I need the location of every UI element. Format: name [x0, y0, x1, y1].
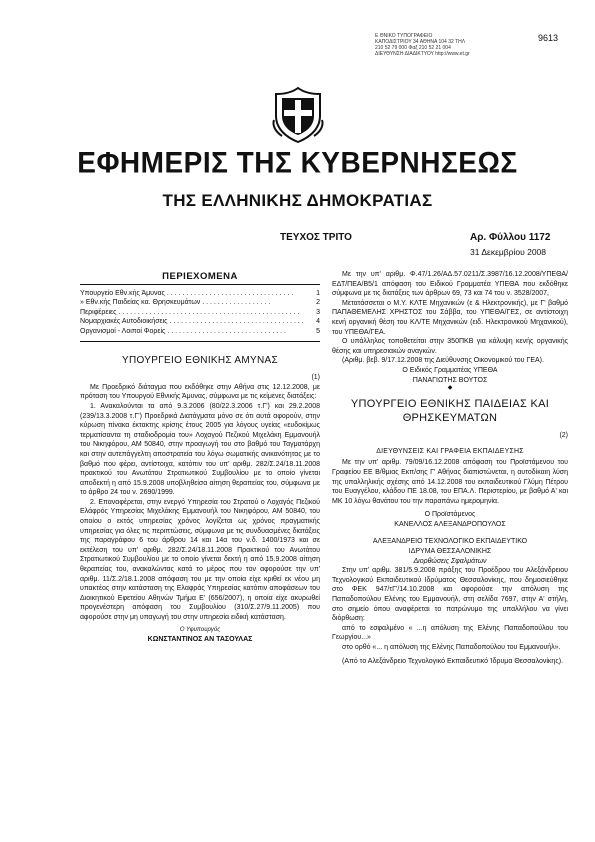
correction-to: στο ορθό «... η απόλυση της Ελένης Παπαδοπούλου του Εμμανουήλ». — [342, 644, 561, 651]
reference-paragraph: (Αριθμ. βεβ. 9/17.12.2008 της Διεύθυνσης Οικονομικού του ΓΕΑ). — [342, 357, 544, 365]
toc-row: Οργανισμοί - Λοιποί Φορείς . . . . . . . . . . . . . . . . . . . . . . . . . . . . . . . 5 — [80, 327, 320, 335]
toc-row-page: 2 — [316, 299, 320, 307]
issue-type: ΤΕΥΧΟΣ ΤΡΙΤΟ — [280, 232, 352, 243]
toc-heading: ΠΕΡΙΕΧΟΜΕΝΑ — [80, 272, 320, 285]
toc-row: Περιφέρειες . . . . . . . . . . . . . . . . . . . . . . . . . . . . . . . . . . . . . . . . . . . . . . . 3 — [80, 308, 320, 316]
correction-paragraph: Στην υπ' αριθμ. 381/5.9.2008 πράξης του Προέδρου του Αλεξάνδρειου Τεχνολογικού Εκπαιδευτικού Ιδρύματος Θεσσαλονίκης, που δημοσιεύθηκε στο ΦΕΚ 947/τΓ'/14.10.2008 και αφορούσε την απόλυση της Παπαδοπούλου Ελένης του Εμμανουήλ, στη σελίδα 7697, στην Α' στήλη, στο σημείο όπου αναφέρεται το πατρώνυμο της υπαλλήλου να γίνει διόρθωση: — [332, 567, 568, 623]
placement-paragraph: Ο υπάλληλος τοποθετείται στην 350ΠΚΒ για κάλυψη κενής οργανικής θέσης και υπηρεσιακών αναγκών. — [332, 338, 568, 355]
sheet-number — [470, 232, 550, 243]
signatory-2-name: ΚΑΝΕΛΛΟΣ ΑΛΕΞΑΝΔΡΟΠΟΥΛΟΣ — [394, 520, 506, 528]
tei-heading-line-1: ΑΛΕΞΑΝΔΡΕΙΟ ΤΕΧΝΟΛΟΓΙΚΟ ΕΚΠΑΙΔΕΥΤΙΚΟ — [372, 538, 528, 546]
gazette-title: ΕΦΗΜΕΡΙΣ ΤΗΣ ΚΥΒΕΡΝΗΣΕΩΣ — [77, 146, 518, 179]
signatory-2-role: Ο Προϊστάμενος — [424, 511, 476, 519]
decree-paragraph-2: 2. Επαναφέρεται, στην ενεργό Υπηρεσία του Στρατού ο Λοχαγός Πεζικού Ελάφρός Υπηρεσίας Μιχελάκης Εμμανουήλ του Νικηφόρου, ΑΜ 50840, του οποίου ο εκτός υπηρεσίας χρόνος λογίζεται ως χρόνος πραγματικής υπηρεσίας για όλες τις περιπτώσεις, σύμφωνα με τις συνδυασμένες διατάξεις της παραγράφου 6 του άρθρου 14 και 14α του ν.δ. 1400/1973 και σε εκτέλεση του υπ' αριθμ. 282/Σ.24/18.11.2008 Πρακτικού του Ανωτάτου Στρατιωτικού Συμβουλίου με το οποίο γίνεται δεκτή η από 15.9.2008 αίτηση θεραπείας του, ανακαλώντας κατά το μέρος που τον αφορούσε την υπ' αριθμ. 11/Σ.2/18.1.2008 απόφαση του με την οποία είχε κριθεί εκ νέου μη υπακτέος στην κατάσταση της Ελαφράς Υπηρεσίας κατόπιν αποφάσεων του Διοικητικού Εφετείου Αθηνών Τμήμα Ε' (656/2007), η οποία είχε ακυρωθεί προγενέστερη απόφαση του Συμβουλίου (310/Σ.27/9.11.2005) που αφορούσε στην μη υπαγωγή του στην υπηρεσία ειδική κατάσταση. — [80, 498, 320, 621]
toc-row: Νομαρχιακές Αυτοδιοικήσεις . . . . . . . . . . . . . . . . . . . . . . . . . . . . . . . . . . . 4 — [80, 318, 320, 326]
toc-row-label: Νομαρχιακές Αυτοδιοικήσεις — [80, 318, 168, 326]
toc-divider — [80, 341, 320, 342]
signoff-name: ΚΩΝΣΤΑΝΤΙΝΟΣ ΑΝ ΤΑΣΟΥΛΑΣ — [147, 636, 253, 644]
toc-row-label: Υπουργείο Εθν.κής Άμυνας — [80, 289, 165, 297]
sheet-number-value: 1172 — [528, 232, 551, 243]
signatory-1-name: ΠΑΝΑΓΙΩΤΗΣ ΒΟΥΤΟΣ — [412, 376, 488, 384]
decree-paragraph-1: 1. Ανακαλούνται τα από 9.3.2006 (80/22.3.2006 τ.Γ') και 29.2.2008 (239/13.3.2008 τ.Γ') Προεδρικά Διατάγματα μόνο σε ότι αυτά αφορούν, στην κύρωση πίνακα έκτακτης κρίσης έτους 2005 για λόγους υγείας «ευδοκίμως τερματίσαντα τη σταδιοδρομία του» Λοχαγού Πεζικού Μιχελάκη Εμμανουήλ του Νικηφόρου, ΑΜ 50840, στην προαγωγή του στο βαθμό του Ταγματάρχη και στην αυτεπάγγελτη αποστρατεία του λόγω σωματικής ανικανότητας με το βαθμό που φέρει, αντίστοιχα, κατόπιν του υπ' αριθμ. 282/Σ.24/18.11.2008 πρακτικού του Ανωτάτου Στρατιωτικού Συμβουλίου με το οποίο γίνεται αποδεκτή η από 15.9.2008 υποβληθείσα αίτηση θεραπείας του, σύμφωνα με το άρθρο 24 του ν. 2690/1999. — [80, 402, 320, 497]
toc-row-label: Οργανισμοί - Λοιποί Φορείς — [80, 327, 166, 335]
tei-subheading: Διορθώσεις Σφαλμάτων — [413, 557, 487, 565]
toc-row-page: 5 — [316, 327, 320, 335]
education-paragraph: Με την υπ' αριθμ. 79/09/16.12.2008 απόφαση του Προϊστάμενου του Γραφείου ΕΕ Β/θμιας Εκπ/σης Γ' Αθήνας διαπιστώνεται, η αυτοδίκαιη λύση της υπαλληλικής σχέσης από 14.12.2008 του εκπαιδευτικού Γλύμη Πέτρου του Ευαγγέλου, κλάδου ΠΕ 18.08, του ΕΠΑ.Λ. Περιστερίου, με βαθμό Α' και ΜΚ 10 λόγω θανάτου του την παραπάνω ημερομηνία. — [332, 459, 568, 505]
correction-from: από το εσφαλμένο « ...η απόλυση της Ελένης Παπαδοπούλου του Γεωργίου...» — [332, 624, 568, 642]
issue-date: 31 Δεκεμβρίου 2008 — [470, 247, 547, 257]
page-number: 9613 — [538, 33, 559, 43]
toc-row: Υπουργείο Εθν.κής Άμυνας . . . . . . . . . . . . . . . . . . . . . . . . . . . . . . . . . 1 — [80, 289, 320, 297]
left-column — [80, 270, 320, 645]
item-number-2: (2) — [559, 432, 568, 440]
ministry-heading-education: ΥΠΟΥΡΓΕΙΟ ΕΘΝΙΚΗΣ ΠΑΙΔΕΙΑΣ ΚΑΙ ΘΡΗΣΚΕΥΜΑΤΩΝ — [350, 398, 550, 425]
right-column — [332, 270, 568, 666]
signatory-1-role: Ο Ειδικός Γραμματέας ΥΠΕΘΑ — [402, 366, 498, 374]
item-number: (1) — [311, 374, 320, 382]
gazette-subtitle: ΤΗΣ ΕΛΛΗΝΙΚΗΣ ΔΗΜΟΚΡΑΤΙΑΣ — [162, 191, 433, 210]
toc-row-page: 4 — [316, 318, 320, 326]
publisher-note: Ε ΘΝΙΚΟ ΤΥΠΟΓΡΑΦΕΙΟ ΚΑΠΟΔΙΣΤΡΙΟΥ 34 ΑΘΗΝΑ 104 32 ΤΗΛ 210 52 79 000 Φαξ 210 52 21 004 ΔΙΕΥΘΥΝΣΗ ΔΙΑΔΙΚΤΥΟΥ http://www.et.gr — [375, 33, 470, 57]
tei-heading-line-2: ΙΔΡΥΜΑ ΘΕΣΣΑΛΟΝΙΚΗΣ — [408, 548, 492, 556]
toc-row: » Εθν.κής Παιδείας κα. Θρησκευμάτων . . . . . . . . . . . . . . . . . . 2 — [80, 299, 320, 307]
toc-row-label: Περιφέρειες — [80, 308, 117, 316]
intro-paragraph: Με Προεδρικό διάταγμα που εκδόθηκε στην Αθήνα στις 12.12.2008, με πρόταση του Υπουργού Εθνικής Άμυνας, σύμφωνα με τις κείμενες διατάξεις: — [80, 383, 320, 401]
toc-row-page: 3 — [316, 308, 320, 316]
toc-row-page: 1 — [316, 289, 320, 297]
decision-paragraph: Με την υπ' αριθμ. Φ.47/1.26/ΑΔ.57.0211/Σ.3987/16.12.2008/ΥΠΕΘΑ/ΕΔΤ/ΠΕΑ/Β5/1 απόφαση του Ειδικού Γραμματέα ΥΠΕΘΑ που εκδόθηκε σύμφωνα με τις διατάξεις των άρθρων 69, 73 και 74 του ν. 3528/2007, — [332, 271, 568, 298]
signoff-role: Ο Υφυπουργός — [179, 626, 221, 633]
ministry-heading-defence: ΥΠΟΥΡΓΕΙΟ ΕΘΝΙΚΗΣ ΑΜΥΝΑΣ — [122, 354, 278, 366]
toc-row-label: » Εθν.κής Παιδείας κα. Θρησκευμάτων — [80, 299, 201, 307]
department-heading: ΔΙΕΥΘΥΝΣΕΙΣ ΚΑΙ ΓΡΑΦΕΙΑ ΕΚΠΑΙΔΕΥΣΗΣ — [376, 447, 524, 455]
greek-coat-of-arms-emblem — [270, 86, 326, 144]
sheet-label: Αρ. Φύλλου — [470, 232, 526, 243]
transfer-paragraph: Μετατάσσεται ο Μ.Υ. ΚΛΤΕ Μηχανικών (ε & Ηλεκτρονικής), με Γ' βαθμό ΠΑΠΑΘΕΜΕΛΗΣ ΧΡΗΣΤΟΣ του Σάββα, του ΥΠΕΘΑ/ΓΕΣ, σε αντίστοιχη κενή οργανική θέση του ΚΛ/ΤΕ Μηχανικών (ειδ. Ηλεκτρονικού Μηχανικού), του ΥΠΕΘΑ/ΓΕΑ. — [332, 299, 568, 336]
source-note: (Από το Αλεξάνδρειο Τεχνολογικό Εκπαιδευτικό Ίδρυμα Θεσσαλονίκης). — [342, 657, 563, 665]
separator-diamond-icon: ◆ — [447, 385, 453, 392]
